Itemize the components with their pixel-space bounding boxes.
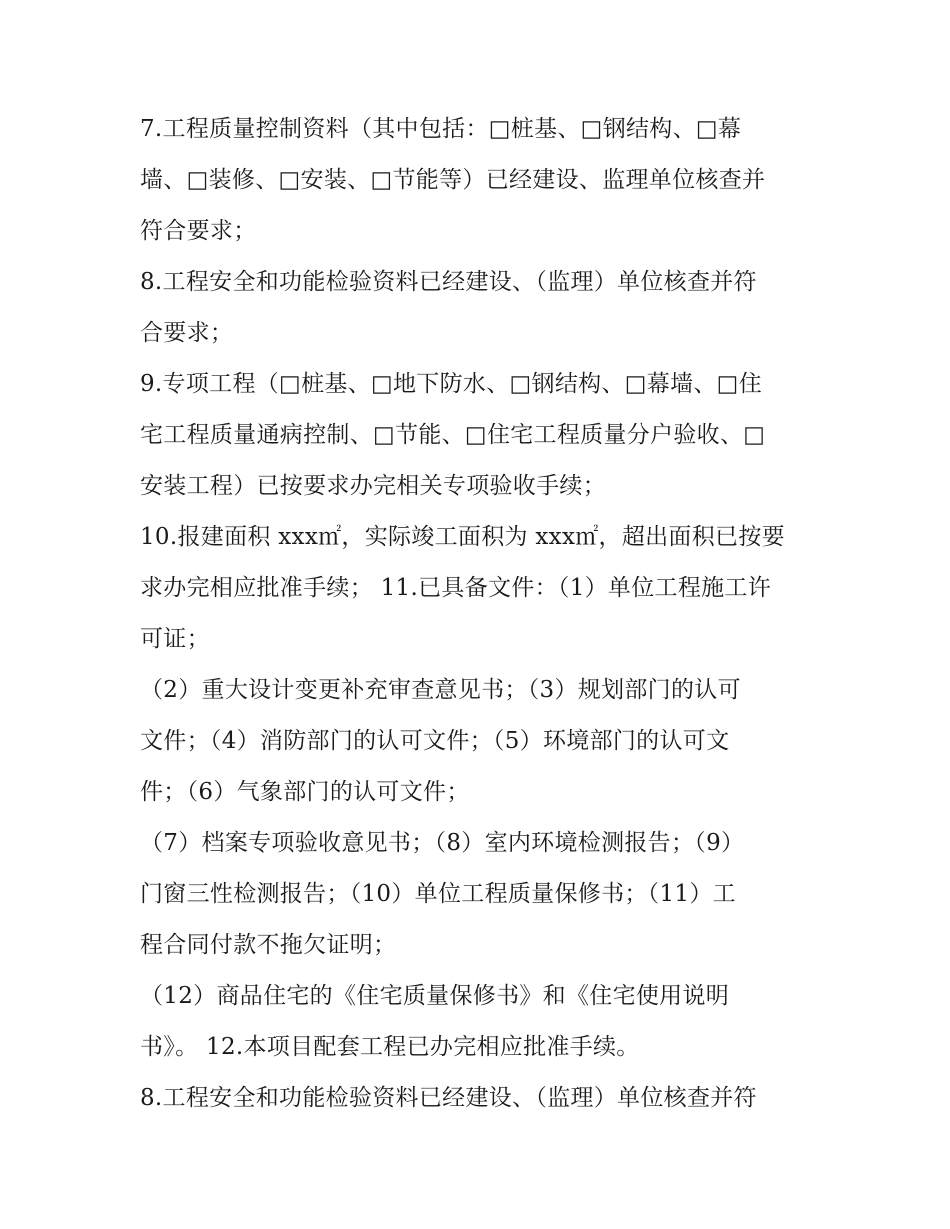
- text-line: 安装工程）已按要求办完相关专项验收手续；: [140, 473, 606, 499]
- text-line: 程合同付款不拖欠证明；: [140, 932, 397, 958]
- text-line: 文件；（4）消防部门的认可文件；（5）环境部门的认可文: [140, 728, 730, 754]
- text-line: 合要求；: [140, 320, 234, 346]
- text-line: 10.报建面积 xxx㎡，实际竣工面积为 xxx㎡，超出面积已按要: [140, 524, 785, 550]
- text-line: 门窗三性检测报告；（10）单位工程质量保修书；（11）工: [140, 881, 736, 907]
- text-line: （12）商品住宅的《住宅质量保修书》和《住宅使用说明: [140, 983, 730, 1009]
- text-line: 宅工程质量通病控制、□节能、□住宅工程质量分户验收、□: [140, 422, 766, 448]
- text-line: 可证；: [140, 626, 210, 652]
- text-line: 符合要求；: [140, 218, 257, 244]
- text-line: 7.工程质量控制资料（其中包括：□桩基、□钢结构、□幕: [140, 116, 742, 142]
- text-line: 件；（6）气象部门的认可文件；: [140, 779, 470, 805]
- document-body: [140, 104, 820, 1124]
- text-line: 墙、□装修、□安装、□节能等）已经建设、监理单位核查并: [140, 167, 766, 193]
- text-line: 8.工程安全和功能检验资料已经建设、（监理）单位核查并符: [140, 269, 757, 295]
- text-line: 8.工程安全和功能检验资料已经建设、（监理）单位核查并符: [140, 1085, 757, 1111]
- text-line: 书》。 12.本项目配套工程已办完相应批准手续。: [140, 1034, 640, 1060]
- text-line: （7）档案专项验收意见书；（8）室内环境检测报告；（9）: [140, 830, 745, 856]
- text-line: 9.专项工程（□桩基、□地下防水、□钢结构、□幕墙、□住: [140, 371, 762, 397]
- text-line: （2）重大设计变更补充审查意见书；（3）规划部门的认可: [140, 677, 741, 703]
- text-line: 求办完相应批准手续； 11.已具备文件：（1）单位工程施工许: [140, 575, 772, 601]
